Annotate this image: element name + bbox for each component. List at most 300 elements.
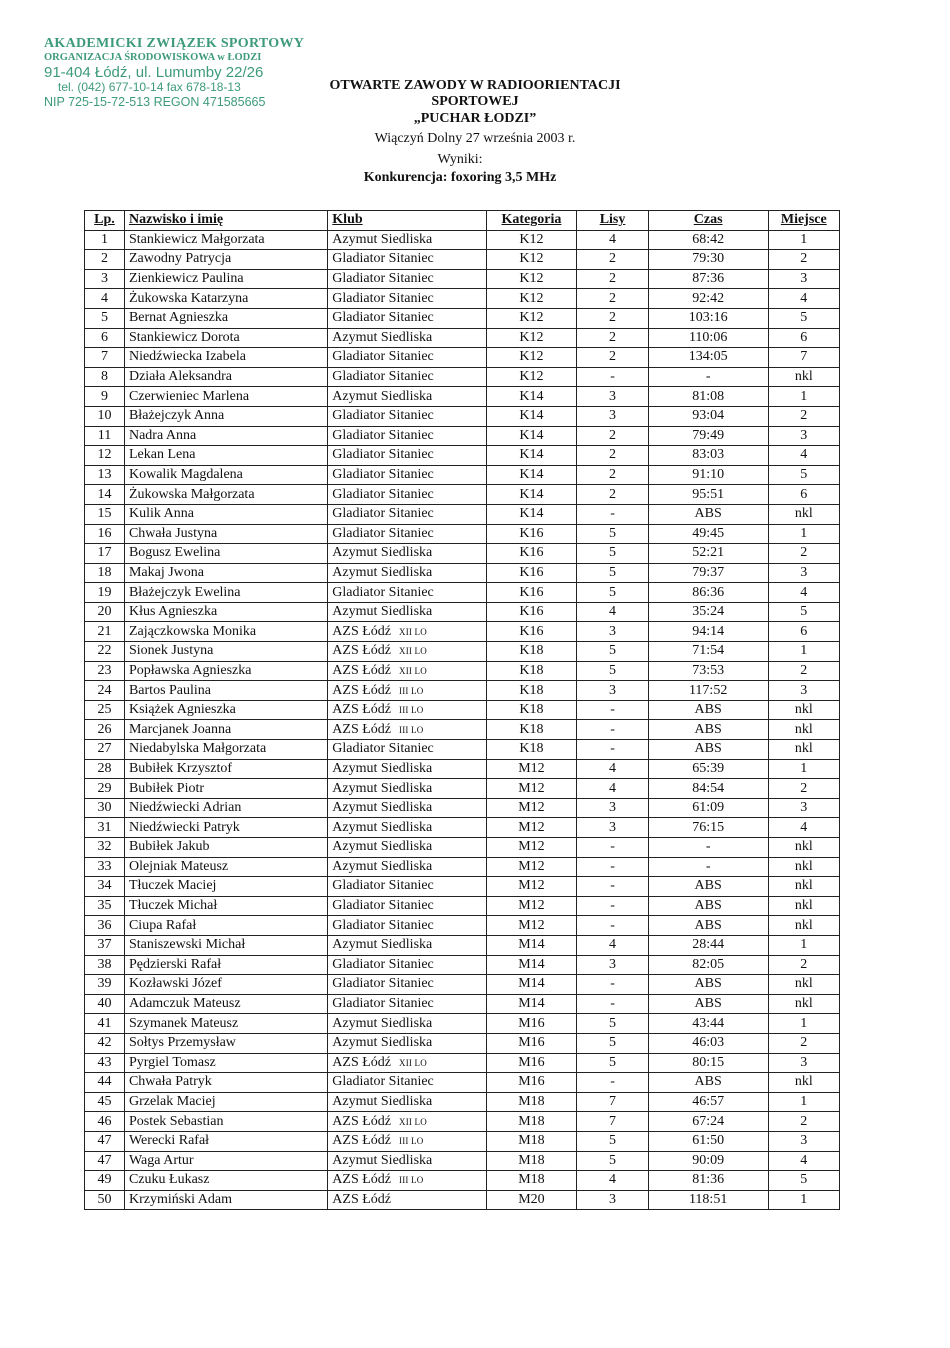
cell-name-text: Popławska Agnieszka	[128, 662, 252, 678]
cell-time	[648, 994, 768, 1014]
cell-place	[768, 975, 839, 995]
cell-name	[124, 935, 327, 955]
cell-foxes-text: 3	[609, 623, 617, 639]
cell-category-text: M12	[518, 780, 545, 796]
cell-time	[648, 935, 768, 955]
cell-category	[486, 230, 577, 250]
cell-time	[648, 896, 768, 916]
cell-foxes-text: 2	[609, 486, 617, 502]
cell-name	[124, 700, 327, 720]
cell-place	[768, 759, 839, 779]
cell-lp-text: 1	[100, 231, 108, 247]
cell-category-text: M12	[518, 800, 545, 816]
cell-lp	[85, 1112, 125, 1132]
results-section-header	[300, 152, 620, 186]
cell-name-text: Kłus Agnieszka	[128, 604, 218, 620]
cell-club-text: AZS Łódź	[332, 702, 392, 718]
stamp-phone: tel. (042) 677-10-14 fax 678-18-13	[58, 80, 241, 95]
cell-category	[486, 1112, 577, 1132]
cell-place	[768, 289, 839, 309]
cell-lp-text: 13	[97, 467, 112, 483]
cell-foxes	[577, 779, 648, 799]
cell-lp-text: 33	[97, 858, 112, 874]
cell-category	[486, 994, 577, 1014]
cell-category	[486, 426, 577, 446]
cell-foxes-text: -	[610, 878, 615, 894]
cell-category	[486, 896, 577, 916]
cell-place-text: 2	[800, 780, 808, 796]
cell-category	[486, 955, 577, 975]
cell-place-text: nkl	[794, 898, 813, 914]
cell-place-text: nkl	[794, 506, 813, 522]
cell-foxes	[577, 1190, 648, 1210]
cell-lp-text: 7	[100, 349, 108, 365]
cell-place-text: 1	[800, 1191, 808, 1207]
cell-school: XII LO	[399, 626, 427, 637]
cell-foxes-text: 5	[609, 662, 617, 678]
cell-time	[648, 348, 768, 368]
cell-name-text: Kozławski Józef	[128, 976, 222, 992]
cell-time-text: 79:37	[692, 564, 725, 580]
cell-category-text: K16	[519, 604, 544, 620]
cell-name	[124, 877, 327, 897]
cell-place-text: 1	[800, 525, 808, 541]
cell-foxes	[577, 583, 648, 603]
table-row	[85, 1053, 840, 1073]
cell-club-text: Gladiator Sitaniec	[332, 996, 434, 1012]
cell-lp	[85, 994, 125, 1014]
cell-lp	[85, 250, 125, 270]
cell-lp-text: 34	[97, 878, 112, 894]
cell-foxes-text: 3	[609, 1191, 617, 1207]
cell-foxes	[577, 524, 648, 544]
cell-lp-text: 27	[97, 741, 112, 757]
cell-foxes	[577, 975, 648, 995]
cell-category-text: K18	[519, 741, 544, 757]
cell-time	[648, 1171, 768, 1191]
header-time: Czas	[648, 211, 768, 231]
cell-foxes	[577, 700, 648, 720]
cell-category	[486, 1073, 577, 1093]
cell-lp-text: 8	[100, 369, 108, 385]
cell-lp-text: 28	[97, 760, 112, 776]
cell-foxes	[577, 720, 648, 740]
cell-foxes	[577, 250, 648, 270]
table-row	[85, 798, 840, 818]
cell-lp-text: 38	[97, 956, 112, 972]
cell-time-text: 71:54	[692, 643, 725, 659]
cell-category-text: K14	[519, 427, 544, 443]
cell-club-text: AZS Łódź	[332, 1054, 392, 1070]
cell-category	[486, 661, 577, 681]
cell-lp	[85, 348, 125, 368]
cell-lp	[85, 485, 125, 505]
table-header-row	[85, 211, 840, 231]
cell-lp	[85, 563, 125, 583]
table-row	[85, 1092, 840, 1112]
cell-time-text: 134:05	[688, 349, 728, 365]
cell-school: XII LO	[399, 1116, 427, 1127]
cell-name-text: Niedźwiecka Izabela	[128, 349, 246, 365]
cell-name	[124, 465, 327, 485]
table-row	[85, 681, 840, 701]
cell-foxes-text: -	[610, 1074, 615, 1090]
cell-category	[486, 465, 577, 485]
table-row	[85, 642, 840, 662]
cell-foxes	[577, 1112, 648, 1132]
cell-club-text: Azymut Siedliska	[332, 800, 433, 816]
cell-time	[648, 975, 768, 995]
cell-category	[486, 367, 577, 387]
cell-name	[124, 1014, 327, 1034]
cell-category	[486, 328, 577, 348]
cell-place	[768, 426, 839, 446]
cell-club-text: Azymut Siedliska	[332, 329, 433, 345]
table-row	[85, 818, 840, 838]
cell-lp	[85, 524, 125, 544]
cell-club	[328, 406, 486, 426]
cell-place	[768, 994, 839, 1014]
cell-club-text: Gladiator Sitaniec	[332, 369, 434, 385]
competition-label: Konkurencja: foxoring 3,5 MHz	[363, 170, 557, 185]
cell-time	[648, 446, 768, 466]
cell-club	[328, 1151, 486, 1171]
cell-lp	[85, 1151, 125, 1171]
cell-foxes-text: 2	[609, 329, 617, 345]
cell-foxes-text: -	[610, 839, 615, 855]
cell-foxes	[577, 798, 648, 818]
cell-category-text: M18	[518, 1172, 545, 1188]
cell-club-text: Azymut Siedliska	[332, 545, 433, 561]
cell-foxes-text: -	[610, 369, 615, 385]
cell-lp	[85, 916, 125, 936]
cell-lp	[85, 230, 125, 250]
cell-time-text: 90:09	[692, 1152, 725, 1168]
cell-place-text: 3	[800, 271, 808, 287]
cell-name-text: Tłuczek Michał	[128, 898, 218, 914]
cell-foxes	[577, 1033, 648, 1053]
cell-name-text: Czerwieniec Marlena	[128, 388, 250, 404]
cell-club-text: Gladiator Sitaniec	[332, 271, 434, 287]
cell-name	[124, 994, 327, 1014]
table-row	[85, 975, 840, 995]
cell-lp	[85, 818, 125, 838]
cell-place	[768, 563, 839, 583]
cell-club-text: Azymut Siedliska	[332, 1152, 433, 1168]
cell-club-text: Azymut Siedliska	[332, 231, 433, 247]
cell-time-text: 103:16	[688, 310, 728, 326]
cell-category-text: M12	[518, 819, 545, 835]
cell-name-text: Błażejczyk Ewelina	[128, 584, 241, 600]
cell-club-text: AZS Łódź	[332, 1191, 392, 1207]
cell-foxes-text: 3	[609, 800, 617, 816]
table-row	[85, 583, 840, 603]
cell-name-text: Błażejczyk Anna	[128, 408, 225, 424]
cell-category-text: M12	[518, 878, 545, 894]
cell-foxes-text: 5	[609, 545, 617, 561]
cell-lp-text: 4	[100, 290, 108, 306]
cell-name-text: Olejniak Mateusz	[128, 858, 229, 874]
cell-lp-text: 16	[97, 525, 112, 541]
cell-category-text: K12	[519, 231, 544, 247]
cell-club	[328, 367, 486, 387]
cell-place-text: 1	[800, 1015, 808, 1031]
cell-lp-text: 15	[97, 506, 112, 522]
cell-name	[124, 289, 327, 309]
cell-foxes-text: 3	[609, 388, 617, 404]
cell-name	[124, 250, 327, 270]
cell-time-text: 81:36	[692, 1172, 725, 1188]
cell-place	[768, 622, 839, 642]
table-row	[85, 387, 840, 407]
cell-foxes-text: 4	[609, 937, 617, 953]
cell-name	[124, 563, 327, 583]
cell-category-text: M14	[518, 956, 545, 972]
cell-lp	[85, 896, 125, 916]
cell-time	[648, 759, 768, 779]
cell-lp-text: 47	[97, 1133, 112, 1149]
cell-name	[124, 406, 327, 426]
cell-name	[124, 681, 327, 701]
cell-category-text: K18	[519, 643, 544, 659]
cell-time-text: 43:44	[692, 1015, 725, 1031]
cell-foxes-text: 2	[609, 271, 617, 287]
cell-category-text: K12	[519, 271, 544, 287]
cell-lp	[85, 308, 125, 328]
cell-name	[124, 857, 327, 877]
cell-foxes-text: -	[610, 702, 615, 718]
cell-foxes-text: 5	[609, 1054, 617, 1070]
cell-lp	[85, 446, 125, 466]
cell-time	[648, 955, 768, 975]
cell-name	[124, 426, 327, 446]
cell-club	[328, 446, 486, 466]
cell-lp	[85, 544, 125, 564]
place-date: Wiączyń Dolny 27 września 2003 r.	[374, 131, 576, 146]
cell-time	[648, 857, 768, 877]
cell-place	[768, 485, 839, 505]
cell-foxes	[577, 955, 648, 975]
cell-place	[768, 779, 839, 799]
cell-time-text: 79:49	[692, 427, 725, 443]
cell-name-text: Stankiewicz Małgorzata	[128, 231, 265, 247]
cell-lp-text: 26	[97, 721, 112, 737]
cell-place-text: 2	[800, 545, 808, 561]
cell-time-text: 110:06	[688, 329, 728, 345]
cell-club-text: Gladiator Sitaniec	[332, 584, 434, 600]
cell-place-text: 1	[800, 760, 808, 776]
table-row	[85, 465, 840, 485]
cell-category-text: M14	[518, 937, 545, 953]
cell-category	[486, 583, 577, 603]
cell-name-text: Grzelak Maciej	[128, 1094, 216, 1110]
cell-foxes	[577, 544, 648, 564]
cell-lp-text: 30	[97, 800, 112, 816]
cell-club-text: AZS Łódź	[332, 1113, 392, 1129]
cell-foxes	[577, 877, 648, 897]
cell-name-text: Adamczuk Mateusz	[128, 996, 241, 1012]
table-row	[85, 426, 840, 446]
cell-foxes	[577, 328, 648, 348]
cell-time-text: 46:03	[692, 1035, 725, 1051]
cell-club	[328, 485, 486, 505]
cell-foxes-text: 5	[609, 643, 617, 659]
document-subtitle: „PUCHAR ŁODZI”	[413, 111, 537, 126]
cell-category-text: K18	[519, 721, 544, 737]
cell-lp-text: 2	[100, 251, 108, 267]
cell-category-text: M12	[518, 917, 545, 933]
cell-place-text: 1	[800, 937, 808, 953]
table-row	[85, 994, 840, 1014]
cell-foxes-text: -	[610, 506, 615, 522]
cell-school: III LO	[399, 1136, 424, 1147]
cell-time	[648, 250, 768, 270]
cell-place-text: 1	[800, 643, 808, 659]
cell-club-text: AZS Łódź	[332, 623, 392, 639]
cell-time	[648, 681, 768, 701]
cell-foxes	[577, 818, 648, 838]
table-row	[85, 328, 840, 348]
table-row	[85, 544, 840, 564]
cell-time-text: 84:54	[692, 780, 725, 796]
cell-club	[328, 779, 486, 799]
cell-place	[768, 681, 839, 701]
cell-club-text: AZS Łódź	[332, 1133, 392, 1149]
cell-lp-text: 50	[97, 1191, 112, 1207]
cell-time-text: 118:51	[688, 1191, 728, 1207]
cell-club	[328, 1190, 486, 1210]
cell-place	[768, 387, 839, 407]
cell-name-text: Niedźwiecki Adrian	[128, 800, 242, 816]
cell-name	[124, 367, 327, 387]
header-club: Klub	[328, 211, 486, 231]
cell-club-text: Gladiator Sitaniec	[332, 878, 434, 894]
cell-name	[124, 269, 327, 289]
cell-name-text: Sionek Justyna	[128, 643, 214, 659]
cell-place	[768, 1053, 839, 1073]
cell-place	[768, 269, 839, 289]
cell-place-text: nkl	[794, 702, 813, 718]
cell-name-text: Książek Agnieszka	[128, 702, 236, 718]
cell-place	[768, 935, 839, 955]
cell-place-text: 1	[800, 388, 808, 404]
cell-lp-text: 20	[97, 604, 112, 620]
cell-time-text: 94:14	[692, 623, 725, 639]
cell-category-text: M16	[518, 1074, 545, 1090]
cell-time-text: 73:53	[692, 662, 725, 678]
cell-place	[768, 250, 839, 270]
cell-lp	[85, 935, 125, 955]
cell-name	[124, 798, 327, 818]
cell-place	[768, 857, 839, 877]
cell-place-text: 6	[800, 329, 808, 345]
cell-place-text: 4	[800, 1152, 808, 1168]
cell-name	[124, 818, 327, 838]
cell-time-text: 76:15	[692, 819, 725, 835]
cell-club-text: Azymut Siedliska	[332, 819, 433, 835]
cell-name	[124, 328, 327, 348]
cell-club-text: Azymut Siedliska	[332, 604, 433, 620]
cell-name	[124, 838, 327, 858]
cell-place-text: 6	[800, 623, 808, 639]
table-row	[85, 485, 840, 505]
cell-place-text: nkl	[794, 741, 813, 757]
cell-foxes	[577, 642, 648, 662]
cell-lp	[85, 1033, 125, 1053]
table-row	[85, 740, 840, 760]
table-row	[85, 1171, 840, 1191]
cell-name	[124, 1033, 327, 1053]
cell-name-text: Bernat Agnieszka	[128, 310, 229, 326]
cell-category	[486, 857, 577, 877]
table-row	[85, 289, 840, 309]
cell-category	[486, 485, 577, 505]
stamp-line-2: ORGANIZACJA ŚRODOWISKOWA w ŁODZI	[44, 52, 262, 64]
cell-name	[124, 896, 327, 916]
cell-name-text: Żukowska Katarzyna	[128, 290, 249, 306]
cell-place	[768, 504, 839, 524]
cell-club-text: Gladiator Sitaniec	[332, 427, 434, 443]
cell-place-text: nkl	[794, 721, 813, 737]
cell-name	[124, 1131, 327, 1151]
cell-lp	[85, 642, 125, 662]
cell-name	[124, 230, 327, 250]
cell-foxes-text: -	[610, 976, 615, 992]
cell-time-text: 79:30	[692, 251, 725, 267]
cell-club-text: Gladiator Sitaniec	[332, 917, 434, 933]
table-row	[85, 1151, 840, 1171]
cell-place-text: nkl	[794, 878, 813, 894]
cell-school: XII LO	[399, 665, 427, 676]
cell-club	[328, 916, 486, 936]
cell-club-text: Gladiator Sitaniec	[332, 486, 434, 502]
table-row	[85, 1112, 840, 1132]
cell-club-text: Azymut Siedliska	[332, 1035, 433, 1051]
cell-name-text: Lekan Lena	[128, 447, 196, 463]
cell-lp-text: 44	[97, 1074, 112, 1090]
cell-club	[328, 250, 486, 270]
cell-category	[486, 877, 577, 897]
cell-foxes-text: 3	[609, 956, 617, 972]
cell-foxes-text: -	[610, 996, 615, 1012]
cell-time	[648, 1033, 768, 1053]
cell-club	[328, 328, 486, 348]
cell-foxes-text: -	[610, 741, 615, 757]
cell-club-text: AZS Łódź	[332, 721, 392, 737]
cell-lp	[85, 1190, 125, 1210]
table-row	[85, 838, 840, 858]
cell-lp	[85, 1092, 125, 1112]
cell-name-text: Werecki Rafał	[128, 1133, 210, 1149]
cell-time-text: ABS	[694, 878, 722, 894]
cell-category-text: K14	[519, 408, 544, 424]
table-row	[85, 1073, 840, 1093]
cell-club	[328, 896, 486, 916]
cell-time	[648, 524, 768, 544]
cell-club	[328, 877, 486, 897]
cell-foxes-text: 5	[609, 564, 617, 580]
cell-time	[648, 1112, 768, 1132]
cell-category	[486, 622, 577, 642]
cell-place-text: 5	[800, 310, 808, 326]
cell-lp-text: 10	[97, 408, 112, 424]
cell-time-text: 117:52	[688, 682, 728, 698]
cell-place-text: 6	[800, 486, 808, 502]
cell-lp	[85, 700, 125, 720]
cell-place	[768, 230, 839, 250]
cell-time-text: 80:15	[692, 1054, 725, 1070]
cell-name-text: Czuku Łukasz	[128, 1172, 210, 1188]
